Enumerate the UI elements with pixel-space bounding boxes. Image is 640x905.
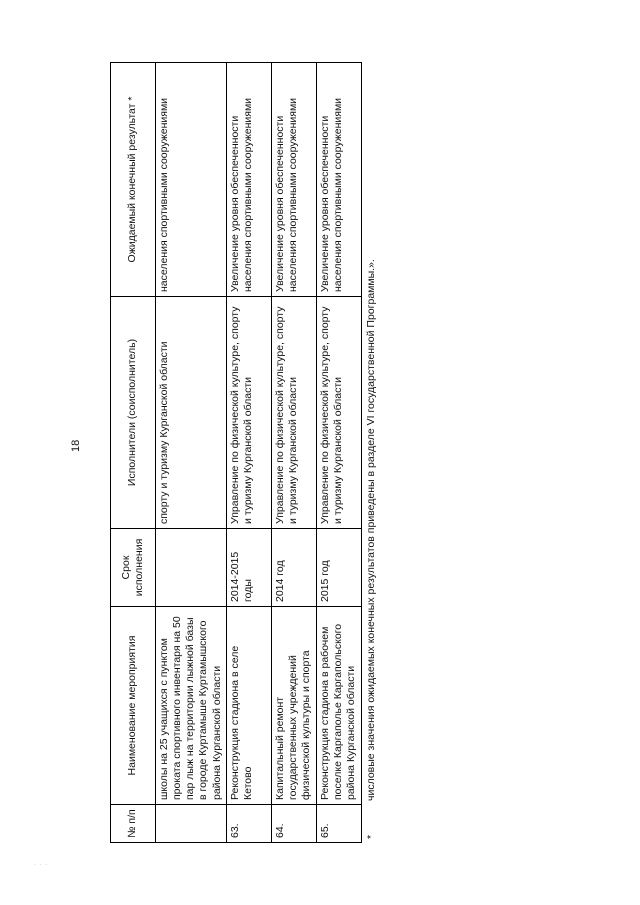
row-result: Увеличение уровня обеспеченности населения спортивными сооружениями bbox=[226, 63, 271, 297]
footnote-text: числовые значения ожидаемых конечных результатов приведены в разделе VI государственной Программы.». bbox=[364, 259, 377, 801]
row-result: Увеличение уровня обеспеченности населения спортивными сооружениями bbox=[316, 63, 361, 297]
table-row bbox=[156, 63, 227, 843]
footnote bbox=[365, 63, 377, 843]
row-num: 63. bbox=[226, 805, 271, 843]
row-executors: Управление по физической культуре, спорту и туризму Курганской области bbox=[316, 297, 361, 529]
row-executors: спорту и туризму Курганской области bbox=[156, 297, 227, 529]
table-header-row bbox=[111, 63, 156, 843]
row-num: 65. bbox=[316, 805, 361, 843]
program-table bbox=[110, 62, 362, 843]
header-name: Наименование мероприятия bbox=[111, 607, 156, 805]
row-result: населения спортивными сооружениями bbox=[156, 63, 227, 297]
table-row bbox=[271, 63, 316, 843]
row-name: Реконструкция стадиона в селе Кетово bbox=[226, 607, 271, 805]
row-term: 2015 год bbox=[316, 529, 361, 607]
scan-artifact: · · · bbox=[34, 862, 49, 868]
header-term: Срок исполнения bbox=[111, 529, 156, 607]
page-number: 18 bbox=[70, 439, 82, 452]
header-result: Ожидаемый конечный результат * bbox=[111, 63, 156, 297]
row-executors: Управление по физической культуре, спорту и туризму Курганской области bbox=[226, 297, 271, 529]
row-executors: Управление по физической культуре, спорту и туризму Курганской области bbox=[271, 297, 316, 529]
row-name: школы на 25 учащихся с пунктом проката спортивного инвентаря на 50 пар лыж на территории лыжной базы в городе Куртамыше Куртамышского района Курганской области bbox=[156, 607, 227, 805]
row-term bbox=[156, 529, 227, 607]
header-executors: Исполнители (соисполнитель) bbox=[111, 297, 156, 529]
header-num: № п/п bbox=[111, 805, 156, 843]
row-term: 2014 год bbox=[271, 529, 316, 607]
table-row bbox=[316, 63, 361, 843]
row-name: Капитальный ремонт государственных учреждений физической культуры и спорта bbox=[271, 607, 316, 805]
footnote-marker: * bbox=[364, 834, 377, 839]
row-name: Реконструкция стадиона в рабочем поселке Каргаполье Каргапольского района Курганской области bbox=[316, 607, 361, 805]
row-result: Увеличение уровня обеспеченности населения спортивными сооружениями bbox=[271, 63, 316, 297]
row-num bbox=[156, 805, 227, 843]
rotated-table-block bbox=[110, 63, 377, 843]
row-num: 64. bbox=[271, 805, 316, 843]
table-row bbox=[226, 63, 271, 843]
row-term: 2014-2015 годы bbox=[226, 529, 271, 607]
